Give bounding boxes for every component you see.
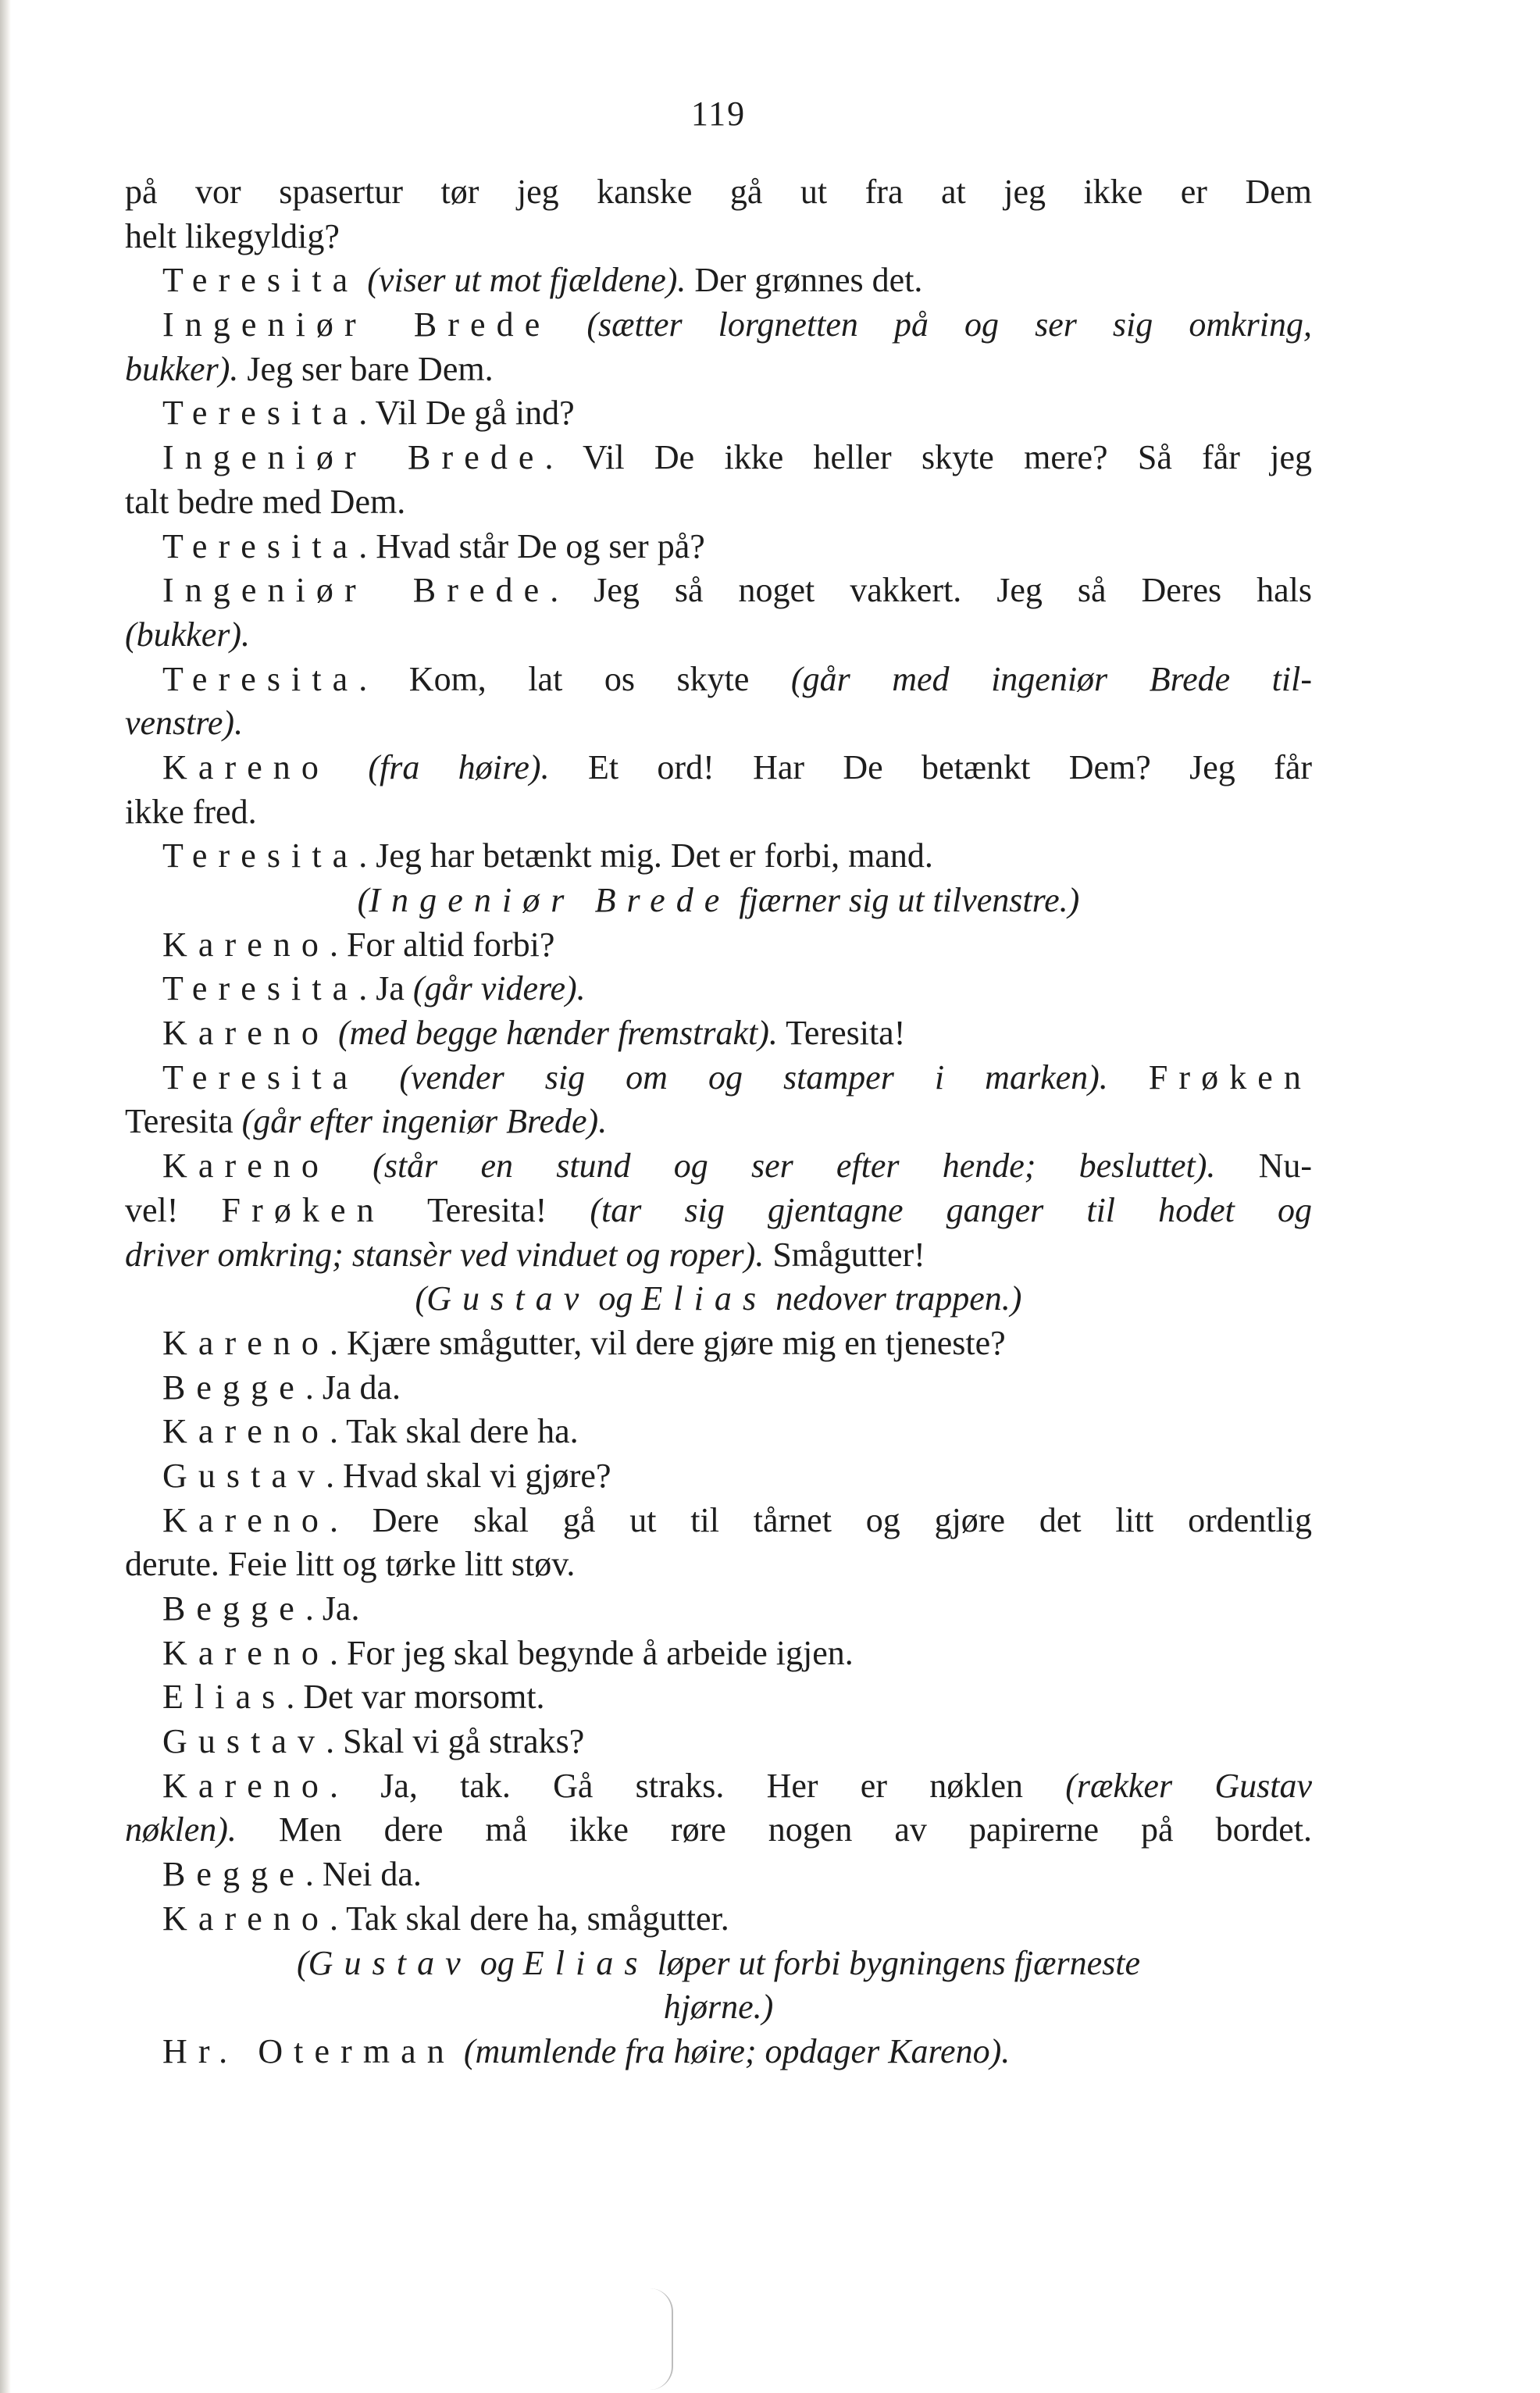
stage-direction: ( [415, 1279, 427, 1318]
text-line [125, 2030, 1312, 2074]
text-line [125, 480, 1312, 525]
stage-direction: nedover trappen.) [767, 1279, 1022, 1318]
text-line [125, 303, 1312, 348]
dialogue-text: . Skal vi gå straks? [326, 1722, 585, 1761]
speaker-name: Teresita [162, 261, 359, 300]
stage-direction: løper ut forbi bygningens fjærneste [648, 1943, 1141, 1982]
text-line [125, 1499, 1312, 1543]
dialogue-text: . Tak skal dere ha, smågutter. [329, 1899, 729, 1938]
speaker-name: Teresita [162, 969, 359, 1008]
text-line [125, 1100, 1312, 1144]
dialogue-text: . Vil De ikke heller skyte mere? Så får jeg [544, 438, 1312, 477]
book-page [125, 78, 1312, 2343]
text-line [125, 1587, 1312, 1632]
stage-direction: driver omkring; stansèr ved vinduet og roper). [125, 1235, 765, 1274]
stage-direction: ( [357, 881, 369, 919]
dialogue-text: . Nei da. [305, 1855, 422, 1894]
text-line [125, 1454, 1312, 1499]
speaker-name: Gustav [162, 1722, 326, 1761]
dialogue-text: . Ja da. [305, 1368, 401, 1407]
dialogue-text [358, 1058, 399, 1097]
dialogue-text [330, 748, 368, 786]
speaker-name: Kareno [162, 1147, 330, 1186]
stage-direction: (rækker Gustav [1065, 1766, 1312, 1805]
text-line [125, 658, 1312, 702]
stage-direction: (står en stund og ser efter hende; besluttet). [373, 1147, 1216, 1186]
text-line [125, 525, 1312, 569]
text-line [125, 701, 1312, 746]
text-line [125, 613, 1312, 658]
scan-edge [0, 0, 11, 2393]
text-line [125, 1985, 1312, 2030]
dialogue-text: . Ja, tak. Gå straks. Her er nøklen [329, 1766, 1066, 1805]
text-line [125, 1632, 1312, 1676]
dialogue-text: derute. Feie litt og tørke litt støv. [125, 1545, 576, 1584]
stage-direction: (viser ut mot fjældene). [367, 261, 686, 300]
stage-direction: (sætter lorgnetten på og ser sig omkring, [586, 305, 1312, 344]
text-line [125, 1720, 1312, 1764]
dialogue-text: helt likegyldig? [125, 216, 340, 255]
stage-direction: (går efter ingeniør Brede). [241, 1102, 608, 1141]
text-line [125, 1144, 1312, 1189]
dialogue-text: . Ja. [305, 1589, 360, 1628]
dialogue-text: . Vil De gå ind? [358, 394, 575, 433]
dialogue-text: Teresita! [384, 1190, 590, 1229]
text-line [125, 1897, 1312, 1942]
text-line [125, 1542, 1312, 1587]
text-line [125, 215, 1312, 259]
text-line [125, 879, 1312, 923]
stage-direction: (vender sig om og stamper i marken). [399, 1057, 1108, 1097]
dialogue-text: Teresita! [777, 1014, 906, 1053]
speaker-name: Ingeniør Brede [162, 438, 545, 477]
text-line [125, 1366, 1312, 1410]
speaker-name: Teresita [162, 394, 359, 433]
text-line [125, 436, 1312, 480]
speaker-name: Teresita [162, 659, 359, 698]
speaker-name: Kareno [162, 1899, 330, 1938]
dialogue-text [551, 305, 586, 344]
text-line [125, 259, 1312, 303]
dialogue-text: . Tak skal dere ha. [329, 1412, 579, 1451]
speaker-name: Hr. Oterman [162, 2031, 455, 2070]
dialogue-text: Teresita [125, 1102, 242, 1141]
dialogue-text: . For jeg skal begynde å arbeide igjen. [329, 1633, 854, 1672]
stage-direction: nøklen). [125, 1810, 237, 1849]
speaker-name: Elias [522, 1943, 649, 1982]
stage-direction: (mumlende fra høire; opdager Kareno). [463, 2031, 1011, 2070]
dialogue-text [455, 2032, 464, 2070]
text-line [125, 1056, 1312, 1100]
text-line [125, 834, 1312, 879]
stage-direction: venstre). [125, 704, 244, 743]
speaker-name: Frøken [221, 1190, 385, 1229]
stage-direction: bukker). [125, 349, 239, 388]
speaker-name: Elias [641, 1279, 768, 1318]
dialogue-text: på vor spasertur tør jeg kanske gå ut fra at jeg ikke er Dem [125, 173, 1312, 211]
text-line [125, 348, 1312, 392]
dialogue-text [330, 1147, 373, 1185]
stage-direction: fjærner sig ut tilvenstre.) [730, 881, 1080, 919]
speaker-name: Frøken [1148, 1057, 1312, 1097]
stage-direction: (fra høire). [368, 747, 550, 786]
text-line [125, 1410, 1312, 1454]
text-line [125, 1011, 1312, 1056]
dialogue-text [358, 261, 367, 299]
speaker-name: Teresita [162, 836, 359, 876]
dialogue-text [1108, 1058, 1149, 1097]
speaker-name: Ingeniør Brede [162, 571, 551, 610]
text-line [125, 1853, 1312, 1897]
text-line [125, 1942, 1312, 1986]
dialogue-text: . Ja [358, 969, 413, 1008]
speaker-name: Begge [162, 1855, 305, 1894]
dialogue-text: . Hvad skal vi gjøre? [326, 1456, 611, 1495]
speaker-name: Kareno [162, 747, 330, 786]
dialogue-text: . Jeg har betænkt mig. Det er forbi, mand. [358, 836, 933, 876]
stage-direction: og [471, 1943, 523, 1982]
page-number: 119 [690, 95, 747, 133]
text-line [125, 1808, 1312, 1853]
speaker-name: Kareno [162, 1766, 330, 1805]
stage-direction: (går videre). [412, 969, 586, 1008]
dialogue-text: Men dere må ikke røre nogen av papirerne på bordet. [236, 1810, 1312, 1849]
speaker-name: Ingeniør Brede [162, 305, 551, 344]
text-line [125, 1675, 1312, 1720]
text-line [125, 1189, 1312, 1233]
speaker-name: Kareno [162, 1633, 330, 1672]
speaker-name: Kareno [162, 925, 330, 964]
stage-direction: og [590, 1279, 642, 1318]
dialogue-text [330, 1014, 338, 1052]
speaker-name: Gustav [308, 1943, 472, 1982]
speaker-name: Kareno [162, 1500, 330, 1539]
text-line [125, 746, 1312, 790]
dialogue-text: . Jeg så noget vakkert. Jeg så Deres hals [550, 571, 1312, 610]
text-line [125, 1233, 1312, 1278]
speaker-name: Kareno [162, 1412, 330, 1451]
text-line [125, 1277, 1312, 1321]
dialogue-text: Nu- [1215, 1147, 1312, 1186]
stage-direction: ( [296, 1943, 308, 1982]
text-line [125, 391, 1312, 436]
dialogue-text: . Kom, lat os skyte [358, 659, 791, 698]
dialogue-text: . Kjære smågutter, vil dere gjøre mig en tjeneste? [329, 1323, 1006, 1362]
text-line [125, 569, 1312, 613]
dialogue-text: . Dere skal gå ut til tårnet og gjøre det litt ordentlig [329, 1500, 1312, 1539]
dialogue-text: . For altid forbi? [329, 925, 555, 964]
page-body [125, 170, 1312, 2074]
stage-direction: (tar sig gjentagne ganger til hodet og [590, 1190, 1312, 1229]
stage-direction: (går med ingeniør Brede til- [790, 659, 1312, 698]
speaker-name: Ingeniør Brede [369, 881, 731, 919]
dialogue-text: Jeg ser bare Dem. [238, 349, 494, 388]
text-line [125, 967, 1312, 1011]
speaker-name: Gustav [162, 1456, 326, 1495]
dialogue-text: talt bedre med Dem. [125, 482, 406, 521]
dialogue-text: . Hvad står De og ser på? [358, 526, 705, 565]
text-line [125, 790, 1312, 835]
speaker-name: Teresita [162, 526, 359, 565]
text-line [125, 923, 1312, 968]
speaker-name: Begge [162, 1368, 305, 1407]
stage-direction: (bukker). [125, 615, 251, 654]
speaker-name: Kareno [162, 1014, 330, 1053]
speaker-name: Gustav [426, 1279, 590, 1318]
speaker-name: Elias [162, 1678, 287, 1717]
stage-direction: (med begge hænder fremstrakt). [337, 1014, 778, 1053]
page-curl-mark [640, 2288, 673, 2390]
speaker-name: Kareno [162, 1323, 330, 1362]
dialogue-text: . Det var morsomt. [286, 1678, 545, 1717]
dialogue-text: Et ord! Har De betænkt Dem? Jeg får [549, 747, 1312, 786]
dialogue-text: Der grønnes det. [686, 261, 923, 300]
text-line [125, 1321, 1312, 1366]
text-line [125, 1764, 1312, 1809]
stage-direction: hjørne.) [663, 1988, 774, 2027]
text-line [125, 170, 1312, 215]
dialogue-text: Smågutter! [764, 1235, 925, 1274]
dialogue-text: vel! [125, 1190, 222, 1229]
speaker-name: Begge [162, 1589, 305, 1628]
speaker-name: Teresita [162, 1057, 359, 1097]
dialogue-text: ikke fred. [125, 792, 257, 831]
